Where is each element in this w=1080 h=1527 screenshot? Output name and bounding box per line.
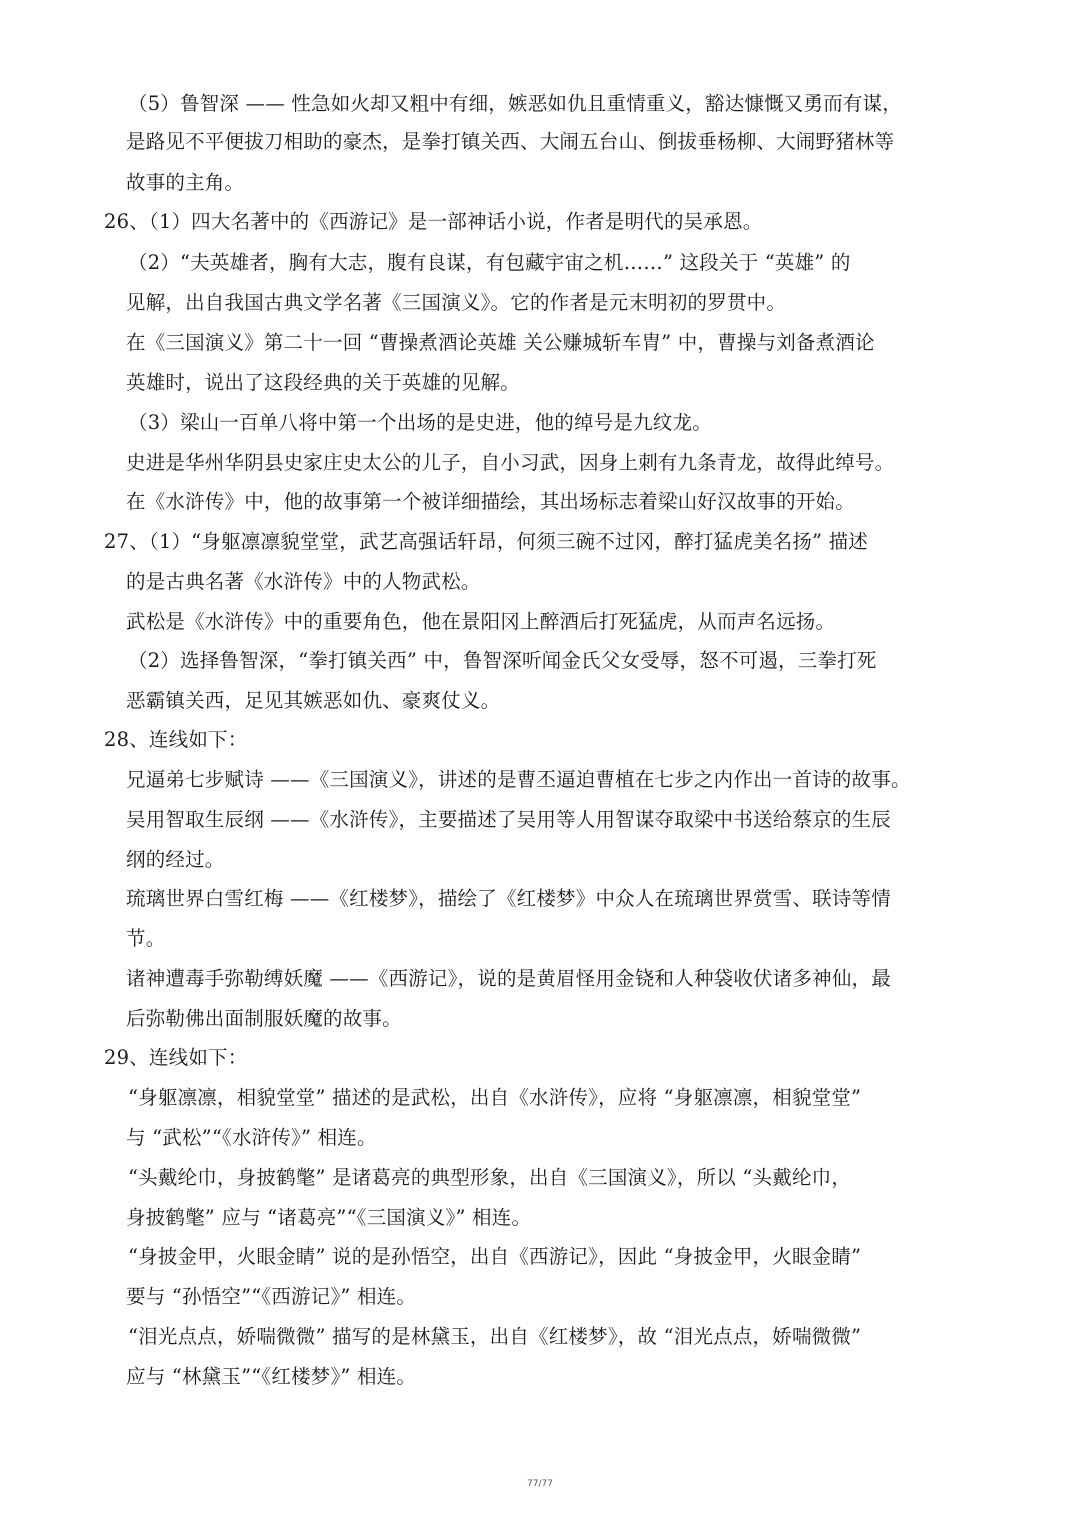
text-line: 是路见不平便拔刀相助的豪杰，是拳打镇关西、大闹五台山、倒拔垂杨柳、大闹野猪林等	[126, 130, 895, 153]
text-line: 故事的主角。	[126, 171, 245, 194]
text-line: 诸神遭毒手弥勒缚妖魔 ——《西游记》，说的是黄眉怪用金铙和人种袋收伏诸多神仙，最	[126, 967, 891, 990]
text-line: 28、连线如下：	[104, 728, 248, 751]
text-line: 应与 “林黛玉”“《红楼梦》” 相连。	[126, 1365, 417, 1388]
text-line: （5）鲁智深 —— 性急如火却又粗中有细，嫉恶如仇且重情重义，豁达慷慨又勇而有谋，	[128, 92, 903, 115]
page-number: 77/77	[527, 1479, 553, 1489]
text-line: 后弥勒佛出面制服妖魔的故事。	[126, 1007, 402, 1030]
text-line: “身披金甲，火眼金睛” 说的是孙悟空，出自《西游记》，因此 “身披金甲，火眼金睛”	[128, 1245, 862, 1268]
text-line: 的是古典名著《水浒传》中的人物武松。	[126, 570, 481, 593]
text-line: （3）梁山一百单八将中第一个出场的是史进，他的绰号是九纹龙。	[128, 411, 712, 434]
text-line: （2）选择鲁智深，“拳打镇关西” 中，鲁智深听闻金氏父女受辱，怒不可遏，三拳打死	[128, 649, 877, 672]
text-line: 见解，出自我国古典文学名著《三国演义》。它的作者是元末明初的罗贯中。	[126, 291, 787, 314]
text-line: 武松是《水浒传》中的重要角色，他在景阳冈上醉酒后打死猛虎，从而声名远扬。	[126, 610, 836, 633]
text-line: 史进是华州华阴县史家庄史太公的儿子，自小习武，因身上刺有九条青龙，故得此绰号。	[126, 451, 895, 474]
text-line: 纲的经过。	[126, 848, 225, 871]
text-line: “泪光点点，娇喘微微” 描写的是林黛玉，出自《红楼梦》，故 “泪光点点，娇喘微微”	[128, 1325, 862, 1348]
text-line: 恶霸镇关西，足见其嫉恶如仇、豪爽仗义。	[126, 689, 501, 712]
text-line: 在《三国演义》第二十一回 “曹操煮酒论英雄 关公赚城斩车胄” 中，曹操与刘备煮酒论	[126, 331, 875, 354]
text-line: 与 “武松”“《水浒传》” 相连。	[126, 1126, 377, 1149]
text-line: 琉璃世界白雪红梅 ——《红楼梦》，描绘了《红楼梦》中众人在琉璃世界赏雪、联诗等情	[126, 887, 891, 910]
text-line: 吴用智取生辰纲 ——《水浒传》，主要描述了吴用等人用智谋夺取梁中书送给蔡京的生辰	[126, 808, 891, 831]
text-line: 要与 “孙悟空”“《西游记》” 相连。	[126, 1285, 417, 1308]
text-line: 节。	[126, 927, 166, 950]
text-line: 英雄时，说出了这段经典的关于英雄的见解。	[126, 371, 521, 394]
text-line: 26、（1）四大名著中的《西游记》是一部神话小说，作者是明代的吴承恩。	[104, 210, 763, 233]
text-line: 27、（1）“身躯凛凛貌堂堂，武艺高强话轩昂，何须三碗不过冈，醉打猛虎美名扬” 描述	[104, 530, 869, 553]
text-line: 在《水浒传》中，他的故事第一个被详细描绘，其出场标志着梁山好汉故事的开始。	[126, 490, 855, 513]
text-line: 29、连线如下：	[104, 1046, 248, 1069]
text-line: “头戴纶巾，身披鹤氅” 是诸葛亮的典型形象，出自《三国演义》，所以 “头戴纶巾，	[128, 1166, 852, 1189]
text-line: “身躯凛凛，相貌堂堂” 描述的是武松，出自《水浒传》，应将 “身躯凛凛，相貌堂堂”	[128, 1086, 862, 1109]
text-line: 身披鹤氅” 应与 “诸葛亮”“《三国演义》” 相连。	[126, 1206, 532, 1229]
text-line: （2）“夫英雄者，胸有大志，腹有良谋，有包藏宇宙之机……” 这段关于 “英雄” 的	[128, 251, 851, 274]
text-line: 兄逼弟七步赋诗 ——《三国演义》，讲述的是曹丕逼迫曹植在七步之内作出一首诗的故事。	[126, 768, 911, 791]
